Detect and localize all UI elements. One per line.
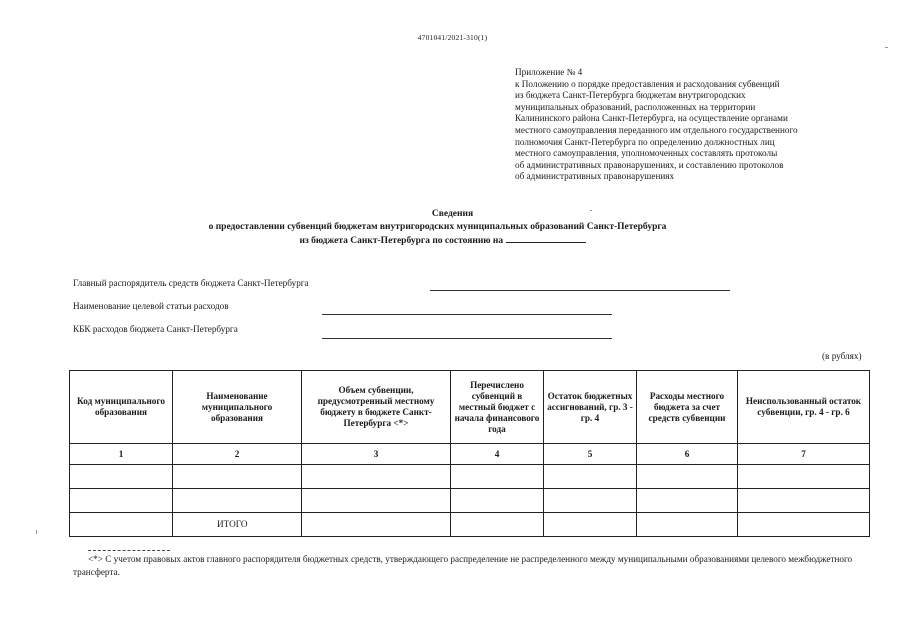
scan-mark <box>885 47 888 48</box>
table-cell[interactable] <box>70 465 173 489</box>
table-cell[interactable] <box>451 489 544 513</box>
report-title <box>0 208 905 248</box>
scan-mark <box>590 210 592 211</box>
appendix-line: об административных правонарушениях, и составлению протоколов <box>515 159 784 170</box>
table-cell[interactable] <box>302 489 451 513</box>
table-cell[interactable] <box>738 465 870 489</box>
header-cell: Объем субвенции, предусмотренный местному бюджету в бюджете Санкт-Петербурга <*> <box>302 371 451 444</box>
kbk-label: КБК расходов бюджета Санкт-Петербурга <box>73 324 238 334</box>
table-cell[interactable] <box>70 489 173 513</box>
table-cell[interactable] <box>544 465 637 489</box>
kbk-blank[interactable] <box>322 338 612 339</box>
table-header-row <box>70 371 870 444</box>
table-cell[interactable] <box>302 465 451 489</box>
table-cell[interactable] <box>451 513 544 537</box>
table-cell[interactable] <box>637 513 738 537</box>
column-number: 2 <box>173 444 302 465</box>
appendix-title: Приложение № 4 <box>515 67 583 77</box>
table-cell[interactable] <box>70 513 173 537</box>
header-cell: Неиспользованный остаток субвенции, гр. 4 - гр. 6 <box>738 371 870 444</box>
scan-mark <box>36 530 37 534</box>
title-heading: Сведения <box>431 209 474 219</box>
column-number: 5 <box>544 444 637 465</box>
column-number: 6 <box>637 444 738 465</box>
header-cell: Наименование муниципального образования <box>173 371 302 444</box>
footnote: <*> С учетом правовых актов главного распорядителя бюджетных средств, утверждающего распределение не распределенного между муниципальными образованиями целевого межбюджетного трансферта. <box>73 554 853 577</box>
appendix-line: муниципальных образований, расположенных на территории <box>515 101 756 112</box>
table-cell[interactable] <box>451 465 544 489</box>
target-item-label: Наименование целевой статьи расходов <box>73 301 229 311</box>
table-cell[interactable] <box>173 489 302 513</box>
title-date-text: из бюджета Санкт-Петербурга по состоянию на <box>299 236 504 246</box>
table-cell[interactable] <box>302 513 451 537</box>
footnote-separator <box>88 550 170 551</box>
header-cell: Перечислено субвенций в местный бюджет с начала финансового года <box>451 371 544 444</box>
appendix-line: местного самоуправления, уполномоченных составлять протоколы <box>515 148 778 159</box>
header-cell: Расходы местного бюджета за счет средств субвенции <box>637 371 738 444</box>
table-cell[interactable] <box>544 489 637 513</box>
table-row <box>70 489 870 513</box>
column-number: 3 <box>302 444 451 465</box>
table-cell[interactable] <box>637 465 738 489</box>
main-manager-label: Главный распорядитель средств бюджета Санкт-Петербурга <box>73 278 309 288</box>
appendix-line: к Положению о порядке предоставления и расходования субвенций <box>515 78 780 89</box>
appendix-line: об административных правонарушениях <box>515 171 675 182</box>
appendix-line: полномочия Санкт-Петербурга по определению должностных лиц <box>515 136 775 147</box>
header-cell: Код муниципального образования <box>70 371 173 444</box>
column-number: 1 <box>70 444 173 465</box>
column-number-row <box>70 444 870 465</box>
title-subheading: о предоставлении субвенций бюджетам внутригородских муниципальных образований Санкт-Петербурга <box>208 221 667 232</box>
header-cell: Остаток бюджетных ассигнований, гр. 3 - гр. 4 <box>544 371 637 444</box>
total-row <box>70 513 870 537</box>
date-blank-field[interactable] <box>506 233 586 243</box>
column-number: 7 <box>738 444 870 465</box>
units-label: (в рублях) <box>822 351 862 361</box>
document-number: 4701041/2021-310(1) <box>417 33 488 42</box>
main-manager-blank[interactable] <box>430 290 730 291</box>
column-number: 4 <box>451 444 544 465</box>
table-cell[interactable] <box>637 489 738 513</box>
total-label: ИТОГО <box>173 513 302 537</box>
appendix-line: местного самоуправления переданного им отдельного государственного <box>515 124 798 135</box>
target-item-blank[interactable] <box>322 314 612 315</box>
table-row <box>70 465 870 489</box>
table-cell[interactable] <box>173 465 302 489</box>
subvention-table <box>69 370 870 537</box>
table-cell[interactable] <box>738 513 870 537</box>
table-cell[interactable] <box>738 489 870 513</box>
appendix-block <box>515 67 875 183</box>
table-cell[interactable] <box>544 513 637 537</box>
title-date-line <box>0 233 905 248</box>
appendix-line: Калининского района Санкт-Петербурга, на осуществление органами <box>515 113 788 124</box>
appendix-line: из бюджета Санкт-Петербурга бюджетам внутригородских <box>515 90 746 101</box>
